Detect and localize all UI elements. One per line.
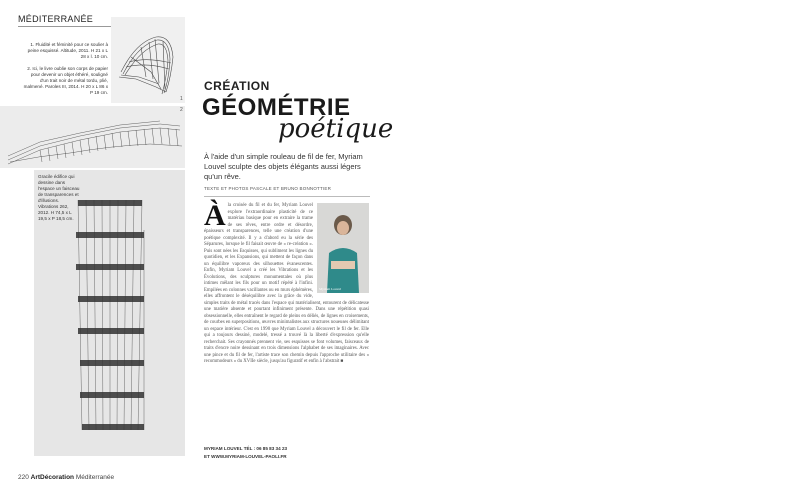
- magazine-edition: Méditerranée: [75, 474, 115, 481]
- contact-line-1: MYRIAM LOUVEL TÉL : 06 85 83 34 23: [204, 446, 288, 451]
- page-footer: [18, 474, 114, 481]
- caption-1: 1. Fluidité et féminité pour ce soulier à peine esquissé. Altitude, 2011. H 21 x L 28 x l. 10 cm.: [27, 42, 108, 59]
- article-title-main: GÉOMÉTRIE: [202, 94, 351, 121]
- contact-line-2: ET WWW.MYRIAM-LOUVEL-PAOLI.FR: [204, 454, 287, 459]
- artist-contact: [204, 445, 287, 461]
- article-divider: [204, 196, 370, 197]
- shoe-sculpture-photo: [111, 17, 185, 103]
- caption-2: 2. Ici, le livre oublie son corps de papier pour devenir un objet éthéré, souligné d'un trait noir de métal tordu, plié, malmené. Paroles III, 2014. H 20 x L 86 x P 19 cm.: [23, 66, 108, 95]
- drop-cap: À: [204, 199, 226, 232]
- article-kicker: CRÉATION: [204, 79, 270, 93]
- article-body-text: la croisée du fil et du fer, Myriam Louvel explore l'extraordinaire plasticité de ce matériau basique pour en extraire la trame de ses rêves, entre ordre et désordre, épaisseurs et transparences, telle une création d'une poétique complexité. Il y a d'abord eu la série des Séparures, lorsque le fil faisait œuvre de « re-création ». Puis sont nées les Esquisses, qui subliment les lignes du quotidien, et les Expansions, qui mettent de façon dans un équilibre vaporeux des silhouettes évanescentes. Enfin, Myriam Louvel a créé les Vibrations et les Évolutions, des sculptures monumentales où plus intimes mêlant les fils pour un motif répété à l'infini. Empilées en colonnes vacillantes ou en murs éphémères, elles affrontent le déséquilibre avec la grâce du vide, simples traits de métal tracés dans l'espace qui matérialisent, entourent de délicatesse une matière absente et pourtant infiniment présente. Dans une répétition quasi obsessionnelle, elles entraînent le regard de pleins en déliés, de lignes en croisements, de courbes en superpositions, œuvres minimalistes aux structures noueuses délimitant un espace intérieur. C'est en 1990 que Myriam Louvel a découvert le fil de fer. Elle qui a toujours dessiné, modelé, tressé a trouvé là la liberté d'expression qu'elle recherchait. Ses crayonnés prennent vie, ses esquisses se font volumes, faisceaux de traits d'encre noire dessinant en trois dimensions l'alphabet de ses imaginaires. Avec une pince et du fil de fer, l'artiste trace son chemin depuis l'approche utilitaire des « recommodeurs » du XVIIe siècle, jusqu'au figuratif et enfin à l'abstrait ■: [204, 203, 369, 364]
- section-label: MÉDITERRANÉE: [18, 14, 94, 24]
- article-body: [204, 199, 369, 366]
- artist-portrait-photo: [317, 203, 369, 293]
- article-title-italic: poétique: [278, 114, 394, 144]
- page-number: 220: [18, 474, 29, 481]
- article-lead: À l'aide d'un simple rouleau de fil de fer, Myriam Louvel sculpte des objets élégants aussi légers qu'un rêve.: [204, 152, 363, 181]
- caption-3: Gracile édifice qui dessine dans l'espace un faisceau de transparences et d'illusions. Vibrations 262, 2012. H 74,5 x L 19,5 x P 18,5 cm.: [38, 174, 80, 221]
- photo-number-1: 1: [180, 96, 183, 102]
- book-sculpture-photo: [0, 106, 185, 168]
- photo-number-2: 2: [180, 107, 183, 113]
- photo-credit: Myriam Louvel: [319, 286, 342, 291]
- article-byline: TEXTE ET PHOTOS PASCALE ET BRUNO BONNOTTIER: [204, 186, 332, 191]
- magazine-name: ArtDécoration: [30, 474, 75, 481]
